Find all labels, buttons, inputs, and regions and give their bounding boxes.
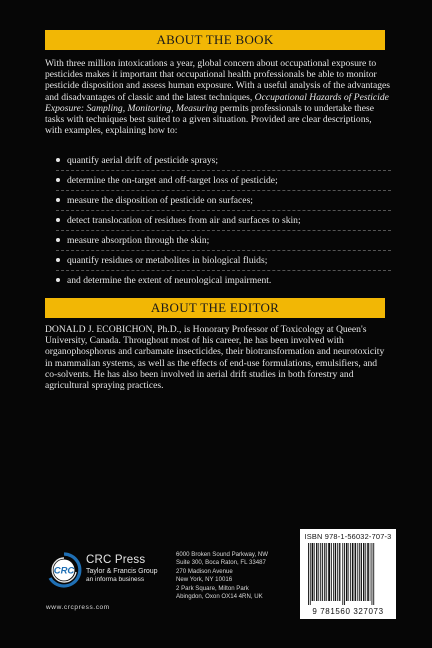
- barcode-bar: [310, 543, 311, 605]
- book-title: Occupational Hazards of Pesticide Exposure: Sampling, Monitoring, Measuring: [45, 91, 389, 114]
- publisher-addresses: [176, 551, 286, 603]
- barcode-bar: [361, 543, 362, 601]
- about-book-paragraph-end: permits professionals to undertake these tasks with techniques best suited to a given situation. Provided are clear descriptions, with examples, explaining how to:: [45, 102, 374, 137]
- skills-list: [56, 155, 391, 294]
- list-item: detect translocation of residues from air and surfaces to skin;: [56, 215, 391, 231]
- about-editor-paragraph: DONALD J. ECOBICHON, Ph.D., is Honorary Professor of Toxicology at Queen's University, Canada. Throughout most of his career, he has been involved with organophosphorus and carbamate insecticides, their biotransformation and neurotoxicity in mammalian systems, as well as the effects of end-use formulations, emulsifiers, and co-solvents. He has also been involved in aerial drift studies in both forestry and agricultural spraying practices.: [45, 324, 385, 392]
- crc-logo-icon: [46, 552, 82, 588]
- isbn-label: ISBN 978-1-56032-707-3: [304, 532, 392, 541]
- barcode-bar: [355, 543, 356, 601]
- barcode-bar: [324, 543, 325, 601]
- barcode-bar: [357, 543, 358, 601]
- publisher-website: www.crcpress.com: [46, 604, 110, 611]
- about-book-heading: ABOUT THE BOOK: [45, 30, 385, 50]
- about-book-paragraph: [45, 58, 390, 136]
- about-book-paragraph-start: With three million intoxications a year, global concern about occupational exposure to pesticides makes it important that occupational health professionals be able to monitor pesticide disposition and assess human exposure. With a useful analysis of the advantages and disadvantages of classic and the latest techniques,: [45, 58, 391, 103]
- barcode-bar: [308, 543, 309, 605]
- address-new-york: 270 Madison Avenue New York, NY 10016: [176, 568, 233, 583]
- barcode-bar: [367, 543, 369, 601]
- barcode-bar: [331, 543, 332, 601]
- publisher-block: [86, 554, 158, 583]
- list-item: quantify residues or metabolites in biological fluids;: [56, 255, 391, 271]
- address-abingdon: 2 Park Square, Milton Park Abingdon, Oxon OX14 4RN, UK: [176, 585, 263, 600]
- list-item: and determine the extent of neurological impairment.: [56, 275, 391, 290]
- barcode-bar: [370, 543, 371, 601]
- barcode-bar: [342, 543, 343, 605]
- address-boca-raton: 6000 Broken Sound Parkway, NW Suite 300, Boca Raton, FL 33487: [176, 551, 269, 566]
- barcode-bar: [318, 543, 319, 601]
- barcode-bar: [352, 543, 354, 601]
- list-item: determine the on-target and off-target loss of pesticide;: [56, 175, 391, 191]
- barcode-icon: [306, 543, 390, 605]
- barcode-bar: [320, 543, 321, 601]
- publisher-group: Taylor & Francis Group: [86, 568, 158, 575]
- barcode-bar: [346, 543, 348, 601]
- barcode-bar: [312, 543, 314, 601]
- barcode-bar: [371, 543, 372, 605]
- barcode-bar: [339, 543, 340, 601]
- barcode-bar: [322, 543, 323, 601]
- barcode-bar: [373, 543, 374, 605]
- list-item: measure absorption through the skin;: [56, 235, 391, 251]
- publisher-business: an informa business: [86, 576, 145, 583]
- about-editor-heading: ABOUT THE EDITOR: [45, 298, 385, 318]
- logo-text: CRC: [53, 565, 75, 577]
- barcode-bar: [314, 543, 315, 601]
- barcode-bar: [337, 543, 338, 601]
- barcode-bar: [344, 543, 345, 605]
- barcode-bar: [335, 543, 336, 601]
- barcode-bar: [348, 543, 349, 601]
- barcode-bar: [328, 543, 330, 601]
- barcode-digits: 9 781560 327073: [312, 607, 384, 616]
- publisher-name: CRC Press: [86, 554, 146, 566]
- barcode-bar: [365, 543, 366, 601]
- barcode-bar: [333, 543, 334, 601]
- list-item: measure the disposition of pesticide on surfaces;: [56, 195, 391, 211]
- barcode-panel: [300, 529, 396, 619]
- list-item: quantify aerial drift of pesticide sprays;: [56, 155, 391, 171]
- barcode-bar: [363, 543, 364, 601]
- barcode-bar: [326, 543, 327, 601]
- barcode-bar: [359, 543, 360, 601]
- barcode-bar: [350, 543, 351, 601]
- barcode-bar: [316, 543, 317, 601]
